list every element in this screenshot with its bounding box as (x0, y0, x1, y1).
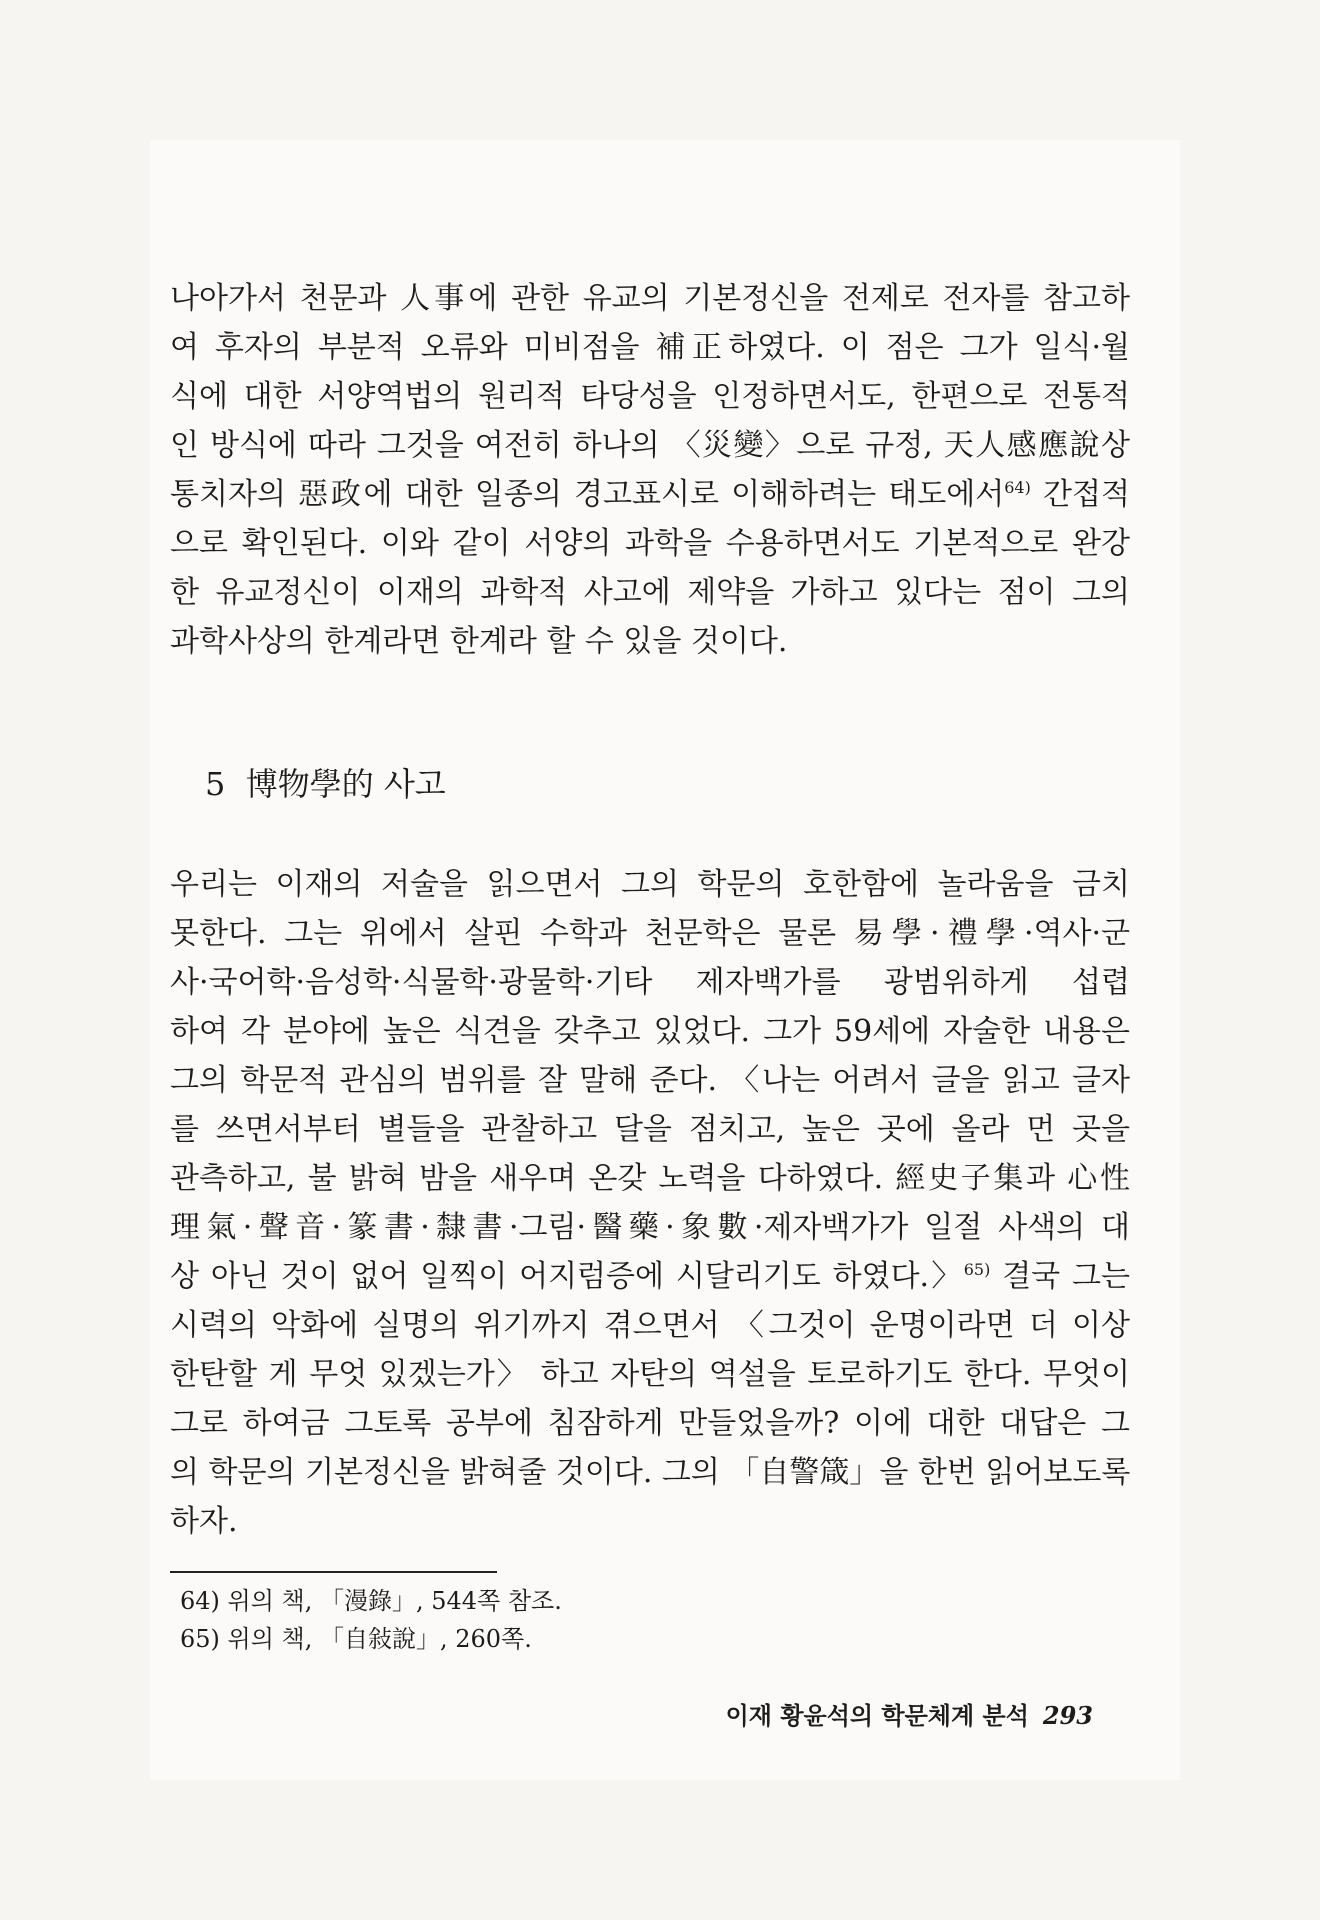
text-line: 시력의 악화에 실명의 위기까지 겪으면서 〈그것이 운명이라면 더 이상 (170, 1308, 1130, 1343)
running-footer (726, 1700, 1093, 1732)
page-number: 293 (1042, 1701, 1093, 1730)
text-line: 의 학문의 기본정신을 밝혀줄 것이다. 그의 「自警箴」을 한번 읽어보도록 (170, 1455, 1130, 1490)
text-line: 인 방식에 따라 그것을 여전히 하나의 〈災變〉으로 규정, 天人感應說상 (170, 428, 1130, 463)
text-segment: 간접적 (1030, 477, 1130, 512)
text-line: 관측하고, 불 밝혀 밤을 새우며 온갖 노력을 다하였다. 經史子集과 心性 (170, 1161, 1130, 1196)
text-line: 하자. (170, 1504, 238, 1539)
text-segment: 통치자의 惡政에 대한 일종의 경고표시로 이해하려는 태도에서 (170, 477, 1005, 512)
paragraph-2 (170, 860, 1130, 1546)
footnote-ref-64[interactable]: 64) (1004, 478, 1031, 497)
footnote-ref-65[interactable]: 65) (963, 1260, 991, 1279)
text-line: 한탄할 게 무엇 있겠는가〉 하고 자탄의 역설을 토로하기도 한다. 무엇이 (170, 1357, 1130, 1392)
paragraph-1 (170, 274, 1130, 666)
text-line: 그로 하여금 그토록 공부에 침잠하게 만들었을까? 이에 대한 대답은 그 (170, 1406, 1130, 1441)
section-heading (205, 764, 446, 804)
text-segment: 결국 그는 (990, 1259, 1130, 1294)
text-segment: 상 아닌 것이 없어 일찍이 어지럼증에 시달리기도 하였다.〉 (170, 1259, 964, 1294)
text-line: 우리는 이재의 저술을 읽으면서 그의 학문의 호한함에 놀라움을 금치 (170, 867, 1130, 902)
text-line: 식에 대한 서양역법의 원리적 타당성을 인정하면서도, 한편으로 전통적 (170, 379, 1130, 414)
text-line (170, 470, 1130, 519)
text-line: 理氣·聲音·篆書·隸書·그림·醫藥·象數·제자백가가 일절 사색의 대 (170, 1210, 1130, 1245)
text-line: 못한다. 그는 위에서 살핀 수학과 천문학은 물론 易學·禮學·역사·군 (170, 916, 1130, 951)
text-line: 그의 학문적 관심의 범위를 잘 말해 준다. 〈나는 어려서 글을 읽고 글자 (170, 1063, 1130, 1098)
section-number: 5 (205, 765, 226, 803)
text-line (170, 1252, 1130, 1301)
text-line: 으로 확인된다. 이와 같이 서양의 과학을 수용하면서도 기본적으로 완강 (170, 526, 1130, 561)
text-line: 한 유교정신이 이재의 과학적 사고에 제약을 가하고 있다는 점이 그의 (170, 575, 1130, 610)
footnote-divider (170, 1571, 497, 1573)
text-line: 과학사상의 한계라면 한계라 할 수 있을 것이다. (170, 624, 788, 659)
text-line: 나아가서 천문과 人事에 관한 유교의 기본정신을 전제로 전자를 참고하 (170, 281, 1130, 316)
text-line: 를 쓰면서부터 별들을 관찰하고 달을 점치고, 높은 곳에 올라 먼 곳을 (170, 1112, 1130, 1147)
footnote-64: 64) 위의 책, 「漫錄」, 544쪽 참조. (180, 1587, 562, 1615)
text-line: 사·국어학·음성학·식물학·광물학·기타 제자백가를 광범위하게 섭렵 (170, 965, 1130, 1000)
text-line: 여 후자의 부분적 오류와 미비점을 補正하였다. 이 점은 그가 일식·월 (170, 330, 1130, 365)
text-line: 하여 각 분야에 높은 식견을 갖추고 있었다. 그가 59세에 자술한 내용은 (170, 1014, 1130, 1049)
section-title: 博物學的 사고 (245, 765, 446, 803)
running-title: 이재 황윤석의 학문체계 분석 (725, 1701, 1029, 1730)
footnote-65: 65) 위의 책, 「自敍說」, 260쪽. (180, 1625, 532, 1653)
